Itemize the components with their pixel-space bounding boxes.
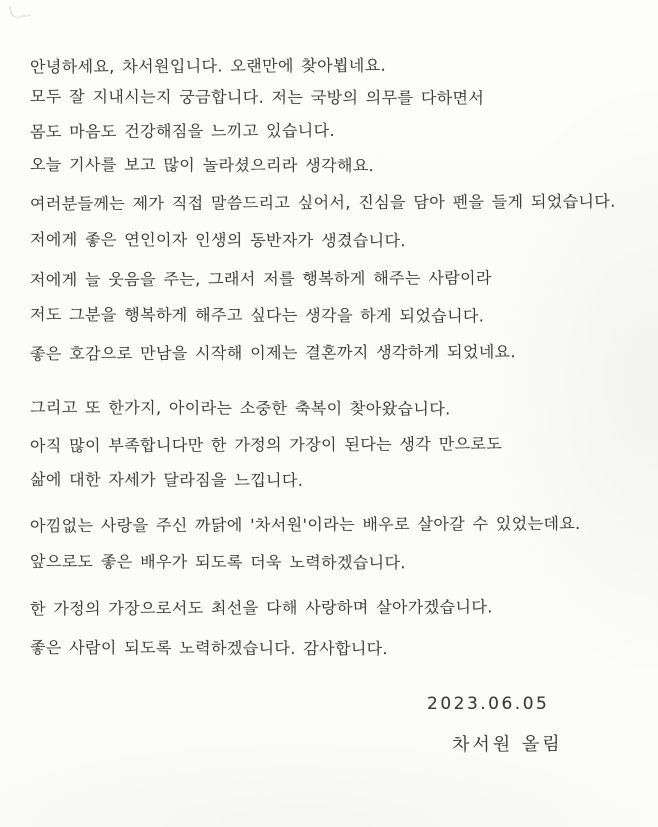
- letter-line: 삶에 대한 자세가 달라짐을 느낍니다.: [29, 469, 304, 490]
- letter-line: 한 가정의 가장으로서도 최선을 다해 사랑하며 살아가겠습니다.: [29, 597, 493, 619]
- letter-line: 모두 잘 지내시는지 궁금합니다. 저는 국방의 의무를 다하면서: [29, 86, 485, 108]
- letter-date: 2023.06.05: [427, 694, 550, 714]
- letter-line: 오늘 기사를 보고 많이 놀라셨으리라 생각해요.: [29, 154, 375, 176]
- letter-line: 저도 그분을 행복하게 해주고 싶다는 생각을 하게 되었습니다.: [29, 304, 485, 326]
- letter-line: 좋은 사람이 되도록 노력하겠습니다. 감사합니다.: [29, 637, 389, 659]
- letter-line: 아낌없는 사랑을 주신 까닭에 '차서원'이라는 배우로 살아갈 수 있었는데요.: [29, 513, 581, 536]
- letter-line: 그리고 또 한가지, 아이라는 소중한 축복이 찾아왔습니다.: [29, 397, 451, 419]
- letter-line: 저에게 좋은 연인이자 인생의 동반자가 생겼습니다.: [29, 229, 406, 251]
- faint-pen-mark: [9, 2, 31, 20]
- letter-line: 몸도 마음도 건강해짐을 느끼고 있습니다.: [29, 121, 336, 142]
- letter-line: 앞으로도 좋은 배우가 되도록 더욱 노력하겠습니다.: [29, 551, 406, 573]
- letter-line: 여러분들께는 제가 직접 말씀드리고 싶어서, 진심을 담아 펜을 들게 되었습니다.: [29, 191, 616, 214]
- letter-line: 저에게 늘 웃음을 주는, 그래서 저를 행복하게 해주는 사람이라: [29, 268, 492, 290]
- letter-signature: 차서원 올림: [451, 733, 563, 756]
- letter-line: 좋은 호감으로 만남을 시작해 이제는 결혼까지 생각하게 되었네요.: [29, 342, 517, 364]
- letter-line: 안녕하세요, 차서원입니다. 오랜만에 찾아뵙네요.: [29, 55, 387, 77]
- letter-line: 아직 많이 부족합니다만 한 가정의 가장이 된다는 생각 만으로도: [29, 434, 503, 456]
